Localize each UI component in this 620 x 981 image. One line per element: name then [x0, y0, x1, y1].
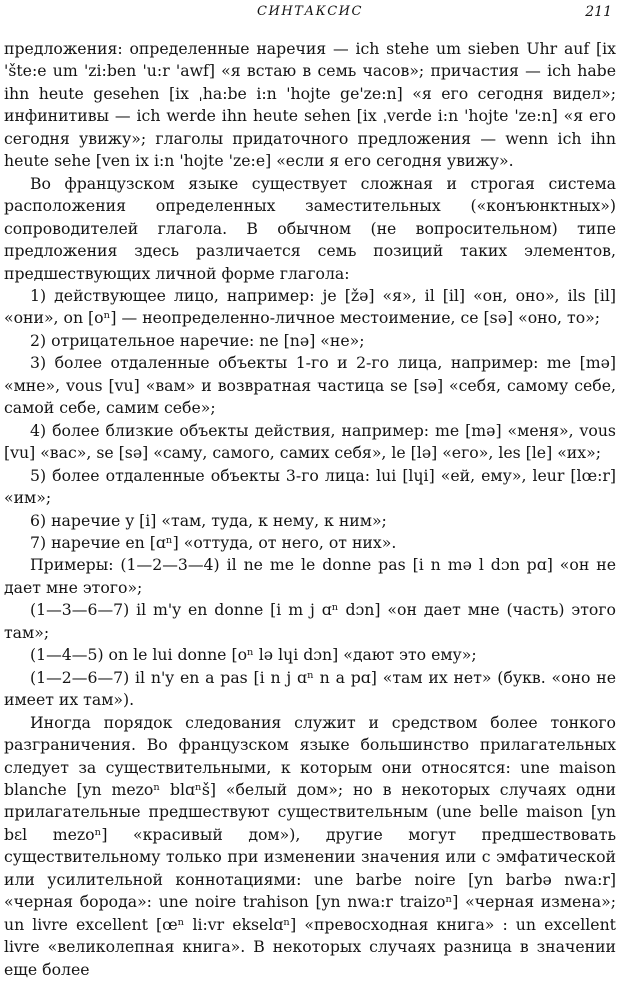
list-item-position-4: 4) более близкие объекты действия, например: me [mə] «меня», vous [vu] «вас», se [sə] «саму, самого, самих себя», le [lə] «его», les [le] «их»;	[4, 420, 616, 463]
example-2: (1—3—6—7) il m'y en donne [i m j ɑⁿ dɔn] «он дает мне (часть) этого там»;	[4, 600, 616, 642]
paragraph-adjective-order: Иногда порядок следования служит и средством более тонкого разграничения. Во французском языке большинство прилагательных следует за существительными, к которым они относятся: une maison blanche [yn mezoⁿ blɑⁿš] «белый дом»; но в некоторых случаях одни прилагательные предшествуют существительным (une belle maison [yn bɛl mezoⁿ] «красивый дом»), другие могут предшествовать существительному только при изменении значения или с эмфатической или усилительной коннотациями: une barbe noire [yn barbə nwa:r] «черная борода»: une noire trahison [yn nwa:r traizoⁿ] «черная измена»; un livre excellent [œⁿ li:vr ekselɑⁿ] «превосходная книга» : un excellent livre «великолепная книга». В некоторых случаях разница в значении еще более	[4, 712, 616, 979]
list-item-position-6: 6) наречие y [i] «там, туда, к нему, к ним»;	[30, 510, 387, 530]
example-1: Примеры: (1—2—3—4) il ne me le donne pas [i n mə l dɔn pɑ] «он не дает мне этого»;	[4, 555, 616, 597]
list-item-position-7: 7) наречие en [ɑⁿ] «оттуда, от него, от них».	[30, 532, 397, 552]
running-head-title: СИНТАКСИС	[257, 4, 363, 19]
page-number: 211	[585, 4, 612, 20]
list-item-position-5: 5) более отдаленные объекты 3-го лица: lui [lɥi] «ей, ему», leur [lœ:r] «им»;	[4, 465, 616, 508]
example-3: (1—4—5) on le lui donne [oⁿ lə lɥi dɔn] «дают это ему»;	[30, 645, 477, 665]
paragraph-continuation: предложения: определенные наречия — ich stehe um sieben Uhr auf [ix 'šte:e um 'zi:ben 'u:r 'awf] «я встаю в семь часов»; причастия — ich habe ihn heute gesehen [ix ˌha:be i:n 'hojte ge'ze:n] «я его сегодня видел»; инфинитивы — ich werde ihn heute sehen [ix ˌverde i:n 'hojte 'ze:n] «я его сегодня увижу»; глаголы придаточного предложения — wenn ich ihn heute sehe [ven ix i:n 'hojte 'ze:e] «если я его сегодня увижу».	[4, 39, 616, 171]
list-item-position-2: 2) отрицательное наречие: ne [nə] «не»;	[30, 330, 365, 350]
example-4: (1—2—6—7) il n'y en a pas [i n j ɑⁿ n a pɑ] «там их нет» (букв. «оно не имеет их там»).	[4, 667, 616, 710]
body-text	[4, 38, 616, 981]
running-head	[0, 4, 620, 26]
list-item-position-1: 1) действующее лицо, например: je [žə] «я», il [il] «он, оно», ils [il] «они», on [oⁿ] — неопределенно-личное местоимение, ce [sə] «оно, то»;	[4, 285, 616, 328]
list-item-position-3: 3) более отдаленные объекты 1-го и 2-го лица, например: me [mə] «мне», vous [vu] «вам» и возвратная частица se [sə] «себя, самому себе, самой себе, самим себе»;	[4, 353, 616, 418]
paragraph-french-system: Во французском языке существует сложная и строгая система расположения определенных заместительных («конъюнктных») сопроводителей глагола. В обычном (не вопросительном) типе предложения здесь различается семь позиций таких элементов, предшествующих личной форме глагола:	[4, 173, 616, 283]
